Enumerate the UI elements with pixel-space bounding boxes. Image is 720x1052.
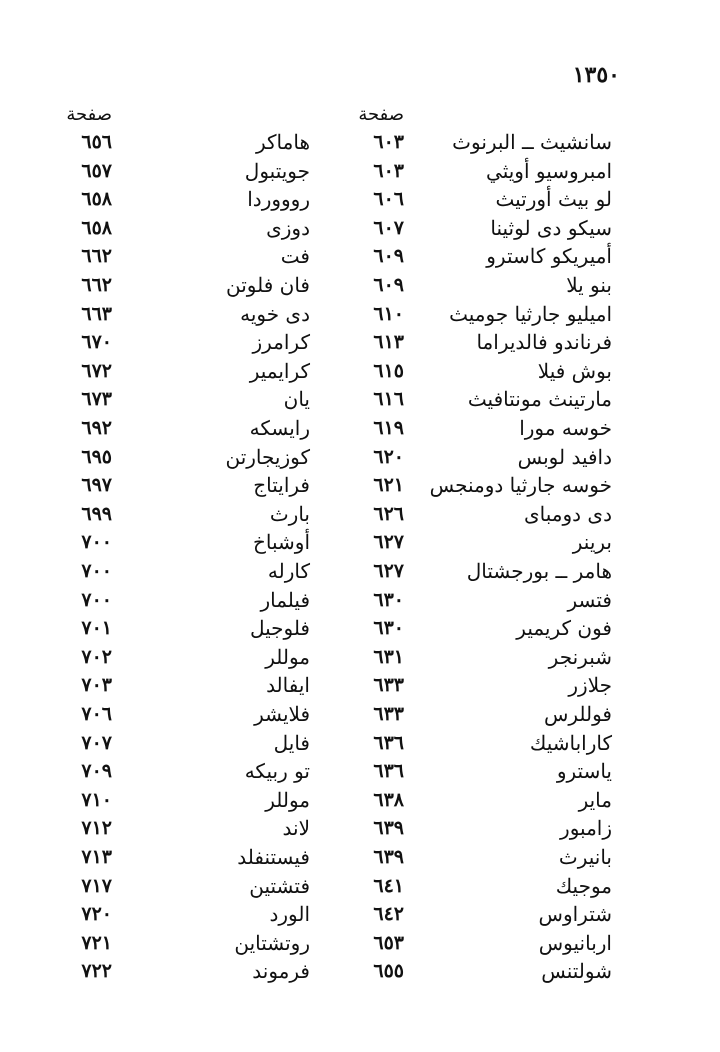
entry-name-left: فلايشر — [254, 702, 310, 726]
entry-name-left: أوشباخ — [252, 530, 310, 555]
entry-name-left: كارله — [267, 559, 310, 583]
entry-name-left: دى خويه — [240, 301, 310, 326]
entry-name-right: زامبور — [560, 816, 612, 841]
entry-page-left: ٦٧٠ — [81, 331, 112, 354]
entry-name-left: فيلمار — [260, 587, 310, 612]
entry-page-left: ٦٧٢ — [81, 359, 112, 382]
index-row — [0, 586, 720, 614]
entry-name-left: الورد — [269, 902, 310, 927]
entry-page-left: ٦٦٣ — [81, 302, 112, 325]
entry-page-right: ٦٣٨ — [373, 788, 404, 811]
entry-name-left: كرامرز — [252, 330, 310, 355]
index-row — [0, 185, 720, 213]
entry-page-left: ٦٥٨ — [81, 216, 112, 239]
entry-page-right: ٦١٩ — [373, 417, 404, 439]
entry-page-right: ٦٣١ — [373, 645, 404, 668]
entry-name-left: فان فلوتن — [225, 273, 310, 297]
entry-page-right: ٦١٥ — [373, 359, 404, 382]
index-row — [0, 157, 720, 185]
index-row — [0, 643, 720, 671]
entry-name-right: مارتينث مونتافيث — [467, 387, 612, 412]
index-row — [0, 385, 720, 413]
entry-page-right: ٦٠٣ — [373, 131, 404, 153]
entry-name-left: كوزيجارتن — [225, 444, 310, 469]
entry-page-right: ٦٥٥ — [373, 960, 404, 983]
page-number: ١٣٥٠ — [572, 62, 620, 88]
index-row — [0, 443, 720, 471]
entry-name-right: فوللرس — [543, 702, 612, 726]
entry-page-left: ٧٠٧ — [81, 731, 112, 754]
entry-name-left: لاند — [282, 816, 310, 841]
entry-page-left: ٦٩٢ — [81, 417, 112, 439]
entry-page-right: ٦٣٦ — [373, 760, 404, 783]
entry-page-left: ٦٥٧ — [81, 159, 112, 182]
index-row — [0, 471, 720, 499]
entry-name-left: دوزى — [266, 215, 310, 240]
entry-page-left: ٦٩٧ — [81, 474, 112, 497]
entry-page-right: ٦٢٧ — [373, 531, 404, 554]
entry-page-right: ٦٠٧ — [373, 216, 404, 239]
entry-name-right: دى دومباى — [524, 501, 612, 526]
entry-name-left: فلوجيل — [249, 616, 310, 641]
entry-page-right: ٦٢٠ — [373, 445, 404, 468]
index-row — [0, 214, 720, 242]
index-row — [0, 729, 720, 757]
entry-name-right: بنو يلا — [566, 273, 612, 297]
index-row — [0, 757, 720, 785]
index-row — [0, 671, 720, 699]
entry-page-right: ٦٥٣ — [373, 931, 404, 954]
entry-page-left: ٧٠٩ — [81, 760, 112, 783]
entry-name-left: رايسكه — [249, 416, 310, 440]
entry-name-left: فيستنفلد — [237, 845, 310, 869]
index-row — [0, 328, 720, 356]
entry-name-right: موجيك — [555, 873, 612, 898]
entry-name-left: بارث — [269, 501, 310, 526]
index-row — [0, 900, 720, 928]
entry-page-right: ٦٠٩ — [373, 245, 404, 268]
index-row — [0, 814, 720, 842]
entry-page-left: ٧١٠ — [81, 788, 112, 811]
index-row — [0, 929, 720, 957]
entry-page-left: ٧١٣ — [81, 846, 112, 868]
entry-page-left: ٧٠٠ — [81, 531, 112, 554]
entry-page-left: ٧٠٢ — [81, 645, 112, 668]
entry-page-right: ٦٤١ — [373, 874, 404, 897]
entry-name-left: فرايتاج — [253, 473, 310, 498]
entry-page-left: ٧٠٠ — [81, 588, 112, 611]
index-row — [0, 500, 720, 528]
entry-name-right: دافيد لوبس — [517, 444, 612, 469]
entry-name-left: ايفالد — [266, 673, 310, 698]
entry-page-right: ٦٣٩ — [373, 846, 404, 868]
entry-name-left: موللر — [265, 787, 310, 812]
name-index — [0, 128, 720, 1008]
index-row — [0, 242, 720, 270]
entry-page-right: ٦٠٩ — [373, 274, 404, 296]
entry-page-left: ٦٧٣ — [81, 388, 112, 411]
index-row — [0, 300, 720, 328]
index-row — [0, 528, 720, 556]
entry-page-right: ٦٣٩ — [373, 817, 404, 840]
index-row — [0, 614, 720, 642]
entry-name-right: ماير — [578, 787, 612, 812]
entry-page-left: ٧١٢ — [81, 817, 112, 840]
index-row — [0, 128, 720, 156]
entry-name-left: موللر — [265, 644, 310, 669]
entry-page-left: ٦٥٦ — [81, 131, 112, 153]
entry-name-left: جويتبول — [244, 158, 310, 183]
entry-page-right: ٦٣٣ — [373, 674, 404, 697]
entry-name-right: فتسر — [567, 587, 612, 612]
entry-name-left: يان — [283, 387, 310, 412]
entry-page-right: ٦٣٦ — [373, 731, 404, 754]
entry-name-right: كاراباشيك — [529, 730, 612, 755]
index-row — [0, 357, 720, 385]
entry-page-right: ٦١٣ — [373, 331, 404, 354]
entry-name-right: فون كريمير — [516, 616, 612, 641]
entry-name-left: تو ربيكه — [244, 759, 310, 784]
entry-name-right: شولتنس — [541, 959, 612, 984]
entry-name-right: خوسه جارثيا دومنجس — [429, 473, 612, 498]
entry-name-right: سيكو دى لوثينا — [490, 215, 612, 240]
entry-name-right: شتراوس — [538, 902, 612, 927]
entry-name-right: جلازر — [568, 673, 612, 698]
entry-page-left: ٧١٧ — [81, 874, 112, 897]
entry-page-right: ٦١٠ — [373, 302, 404, 325]
entry-name-right: بوش فيلا — [537, 358, 612, 383]
entry-page-left: ٦٥٨ — [81, 188, 112, 211]
entry-name-right: خوسه مورا — [519, 416, 612, 440]
entry-page-left: ٧٢٠ — [81, 903, 112, 926]
entry-name-right: سانشيث ــ البرنوث — [452, 130, 612, 154]
entry-page-right: ٦٤٢ — [373, 903, 404, 926]
entry-page-right: ٦٢١ — [373, 474, 404, 497]
entry-page-left: ٧٠٠ — [81, 560, 112, 582]
entry-page-left: ٦٦٢ — [81, 245, 112, 268]
entry-page-left: ٦٩٩ — [81, 502, 112, 525]
entry-page-left: ٧٠٣ — [81, 674, 112, 697]
entry-page-left: ٧٢١ — [81, 931, 112, 954]
entry-page-left: ٧٠٦ — [81, 703, 112, 725]
entry-page-right: ٦٢٦ — [373, 502, 404, 525]
entry-page-right: ٦٢٧ — [373, 560, 404, 582]
entry-page-left: ٦٦٢ — [81, 274, 112, 296]
index-row — [0, 700, 720, 728]
entry-name-right: اميليو جارثيا جوميث — [449, 301, 612, 326]
entry-page-left: ٦٩٥ — [81, 445, 112, 468]
column-header-page-right: صفحة — [358, 104, 404, 125]
entry-name-right: اربانيوس — [538, 930, 612, 955]
entry-name-right: فرناندو فالديراما — [476, 330, 612, 355]
index-row — [0, 786, 720, 814]
entry-name-right: شبرنجر — [548, 644, 612, 669]
entry-name-right: برينر — [572, 530, 612, 555]
entry-name-left: فرموند — [252, 959, 310, 984]
index-row — [0, 557, 720, 585]
index-row — [0, 957, 720, 985]
index-row — [0, 872, 720, 900]
entry-name-right: لو بيث أورتيث — [495, 187, 612, 212]
entry-name-left: روووردا — [247, 187, 310, 212]
entry-name-left: هاماكر — [255, 130, 310, 154]
entry-page-left: ٧٢٢ — [81, 960, 112, 983]
entry-name-left: روتشتاين — [234, 930, 310, 955]
entry-name-right: ياسترو — [556, 759, 612, 784]
entry-page-right: ٦٠٣ — [373, 159, 404, 182]
entry-name-right: أميريكو كاسترو — [486, 244, 612, 269]
entry-page-right: ٦١٦ — [373, 388, 404, 411]
column-header-page-left: صفحة — [66, 104, 112, 125]
entry-page-left: ٧٠١ — [81, 617, 112, 640]
entry-name-right: امبروسيو أويثي — [486, 158, 612, 183]
index-row — [0, 271, 720, 299]
entry-page-right: ٦٣٠ — [373, 588, 404, 611]
entry-name-left: فايل — [273, 730, 310, 755]
index-row — [0, 414, 720, 442]
entry-page-right: ٦٣٠ — [373, 617, 404, 640]
entry-page-right: ٦٠٦ — [373, 188, 404, 211]
entry-name-right: هامر ــ بورجشتال — [466, 559, 612, 583]
index-row — [0, 843, 720, 871]
entry-name-left: فتشتين — [249, 873, 310, 898]
entry-name-left: فت — [280, 244, 310, 269]
entry-name-right: بانيرث — [558, 845, 612, 869]
entry-name-left: كرايمير — [249, 358, 310, 383]
entry-page-right: ٦٣٣ — [373, 703, 404, 725]
